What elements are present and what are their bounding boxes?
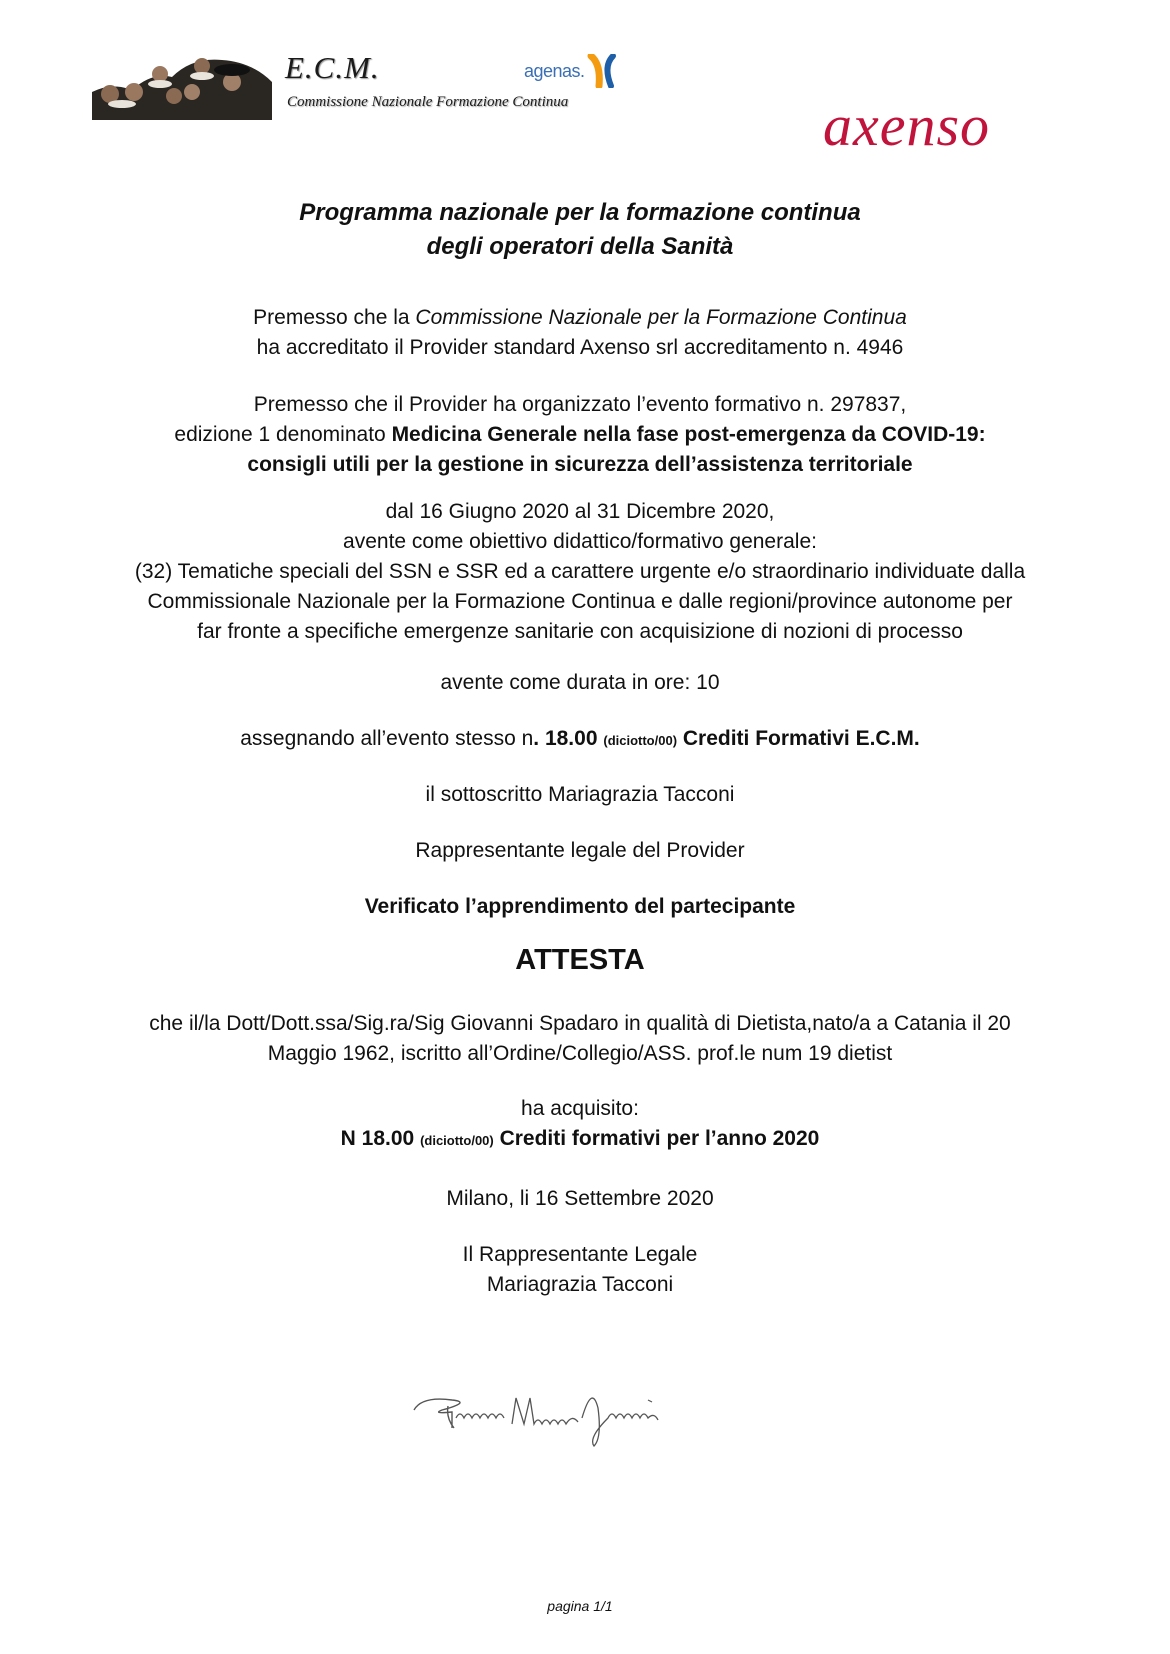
signatory-line: il sottoscritto Mariagrazia Tacconi bbox=[425, 783, 735, 806]
participant-line-1: che il/la Dott/Dott.ssa/Sig.ra/Sig Giovanni Spadaro in qualità di Dietista,nato/a a Catania il 20 bbox=[149, 1012, 1011, 1035]
agenas-logo bbox=[524, 54, 617, 88]
role-line: Rappresentante legale del Provider bbox=[415, 839, 745, 862]
premise-event bbox=[0, 390, 1160, 480]
event-period-objective bbox=[0, 497, 1160, 647]
document-title bbox=[0, 196, 1160, 264]
commission-name: Commissione Nazionale per la Formazione Continua bbox=[415, 306, 907, 329]
premise1-prefix: Premesso che la bbox=[253, 306, 416, 329]
credits-assigned-words: (diciotto/00) bbox=[603, 733, 678, 748]
objective-line-1: (32) Tematiche speciali del SSN e SSR ed a carattere urgente e/o straordinario individuate dalla bbox=[134, 560, 1026, 583]
objective-label: avente come obiettivo didattico/formativo generale: bbox=[343, 530, 817, 553]
handwritten-signature-image bbox=[412, 1388, 712, 1453]
acquired-value: N 18.00 bbox=[340, 1127, 415, 1150]
title-line-1: Programma nazionale per la formazione continua bbox=[299, 199, 861, 226]
place-date: Milano, li 16 Settembre 2020 bbox=[446, 1187, 714, 1210]
title-line-2: degli operatori della Sanità bbox=[426, 233, 734, 260]
participant-line-2: Maggio 1962, iscritto all’Ordine/Collegio/ASS. prof.le num 19 dietist bbox=[267, 1042, 893, 1065]
premise2-line1: Premesso che il Provider ha organizzato l’evento formativo n. 297837, bbox=[253, 393, 907, 416]
signature-block bbox=[0, 1240, 1160, 1300]
acquired-suffix: Crediti formativi per l’anno 2020 bbox=[499, 1127, 820, 1150]
objective-line-2: Commissionale Nazionale per la Formazione Continua e dalle regioni/province autonome per bbox=[147, 590, 1013, 613]
credits-assigned bbox=[0, 724, 1160, 756]
premise2-prefix: edizione 1 denominato bbox=[174, 423, 392, 446]
event-title-part2: consigli utili per la gestione in sicurezza dell’assistenza territoriale bbox=[247, 453, 913, 476]
ecm-painting-image bbox=[92, 52, 272, 120]
event-dates: dal 16 Giugno 2020 al 31 Dicembre 2020, bbox=[385, 500, 775, 523]
verified-line: Verificato l’apprendimento del partecipante bbox=[364, 895, 796, 918]
agenas-mark-icon bbox=[587, 54, 617, 88]
agenas-logo-text: agenas. bbox=[524, 60, 585, 81]
credits-assigned-suffix: Crediti Formativi E.C.M. bbox=[682, 727, 920, 750]
acquired-words: (diciotto/00) bbox=[420, 1133, 494, 1148]
credits-assigned-prefix: assegnando all’evento stesso n bbox=[240, 727, 534, 750]
premise-accreditation bbox=[0, 303, 1160, 363]
page-number: pagina 1/1 bbox=[547, 1598, 613, 1614]
attesta-heading: ATTESTA bbox=[515, 944, 645, 976]
participant-details bbox=[0, 1009, 1160, 1069]
acquired-label: ha acquisito: bbox=[521, 1097, 639, 1120]
ecm-logo-title: E.C.M. bbox=[285, 50, 380, 85]
objective-line-3: far fronte a specifiche emergenze sanitarie con acquisizione di nozioni di processo bbox=[197, 620, 963, 643]
ecm-logo-subtitle: Commissione Nazionale Formazione Continua bbox=[287, 94, 569, 110]
event-title-part1: Medicina Generale nella fase post-emergenza da COVID-19: bbox=[391, 423, 986, 446]
signature-name: Mariagrazia Tacconi bbox=[486, 1273, 674, 1296]
axenso-logo: axenso bbox=[823, 93, 991, 158]
event-duration: avente come durata in ore: 10 bbox=[440, 671, 720, 694]
signature-title: Il Rappresentante Legale bbox=[462, 1243, 698, 1266]
credits-assigned-value: . 18.00 bbox=[533, 727, 598, 750]
premise1-line2: ha accreditato il Provider standard Axenso srl accreditamento n. 4946 bbox=[256, 336, 904, 359]
acquired-credits bbox=[0, 1124, 1160, 1156]
